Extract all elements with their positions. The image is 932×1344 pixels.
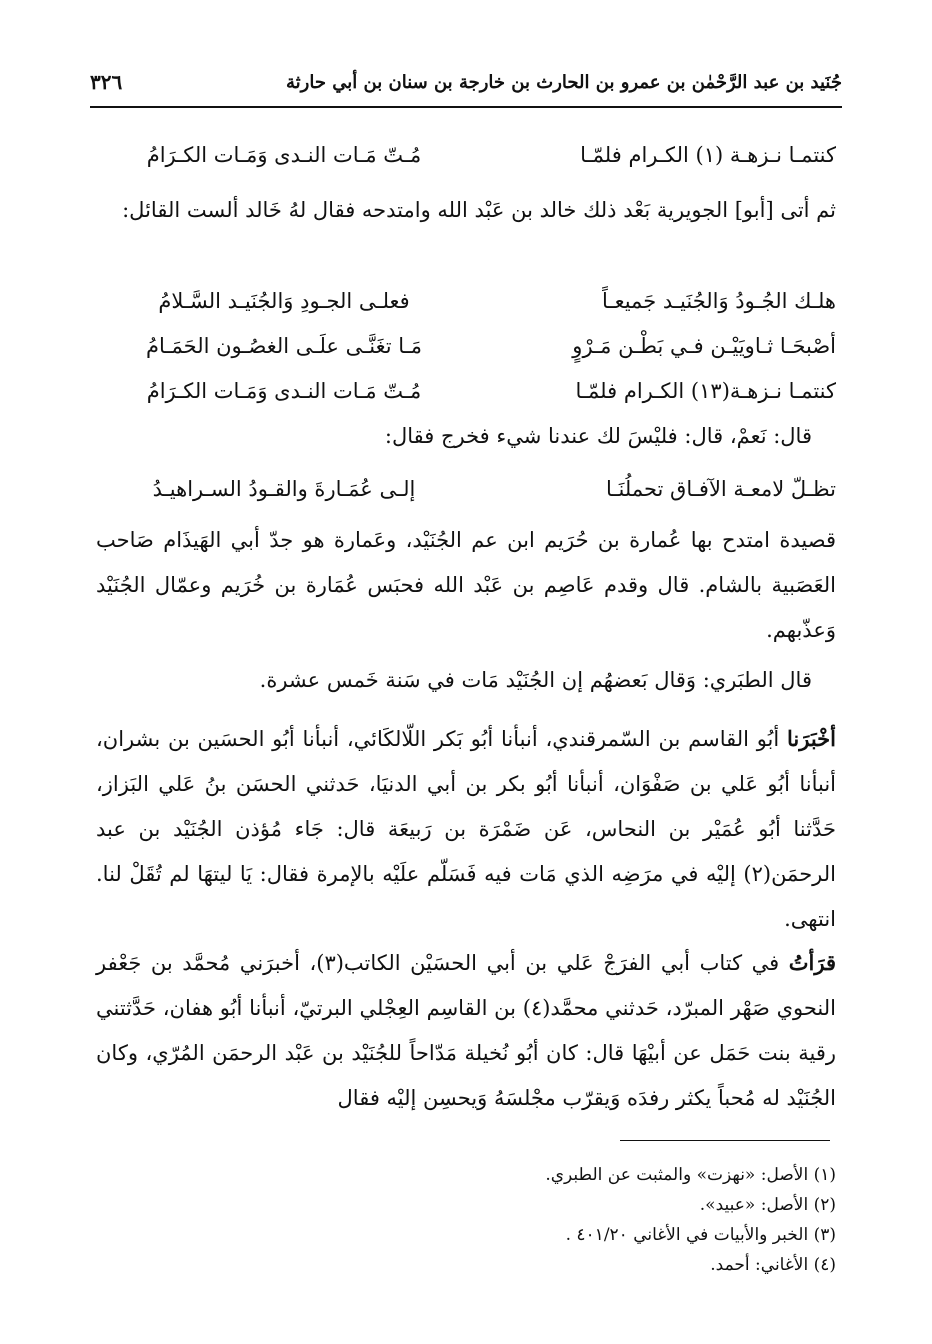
paragraph-3: قصيدة امتدح بها عُمارة بن حُرَيم ابن عم الجُنَيْد، وعَمارة هو جدّ أبي الهَيذَام صَاحب العَصَبية بالشام. قال وقدم عَاصِم بن عَبْد الله فحبَس عُمَارة بن خُرَيم وعمّال الجُنَيْد وَعذّبهم. <box>96 528 836 642</box>
verse-line-3 <box>100 323 836 368</box>
footnotes <box>316 1160 836 1280</box>
verse-line-5 <box>100 466 836 511</box>
verse-second-hemistich: فعلـى الجـودِ وَالجُنَيـد السَّـلامُ <box>158 288 410 313</box>
verse-line-2 <box>100 278 836 323</box>
paragraph-body: أبُو القاسم بن السّمرقندي، أنبأنا أبُو بَكر اللّالكَائي، أنبأنا أبُو الحسَين بن بشران، أنبأنا أبُو عَلي بن صَفْوَان، أنبأنا أبُو بكر بن أبي الدنيَا، حَدثني الحسَن بنُ عَلي البَزاز، حَدَّثنا أبُو عُمَيْر بن النحاس، عَن ضَمْرَة بن رَبيعَة قال: جَاء مُؤذن الجُنَيْد بن عبد الرحمَن(٢) إليْه في مرَضِه الذي مَات فيه فَسَلّم علَيْه بالإمرة فقال: يَا ليتهَا لم تُقَلْ لنا. انتهى. <box>96 727 837 931</box>
footnote-4: (٤) الأغاني: أحمد. <box>710 1255 836 1275</box>
paragraph-4: قال الطبَري: وَقال بَعضهُم إن الجُنَيْد مَات في سَنة خَمس عشرة. <box>259 668 812 692</box>
verse-first-hemistich: كنتمـا نـزهـة(١٣) الكـرام فلمّـا <box>575 378 836 403</box>
verse-second-hemistich: مُـتّ مَـات النـدى وَمَـات الكـرَامُ <box>146 142 422 167</box>
verse-second-hemistich: إلـى عُمَـارةَ والقـودُ السـراهيـدُ <box>152 476 416 501</box>
verse-first-hemistich: هلـك الجُـودُ وَالجُنَيـد جَميعـاً <box>602 288 836 313</box>
page-number: ٣٢٦ <box>90 70 123 94</box>
paragraph-1: ثم أتى [أبو] الجويرية بَعْد ذلك خالد بن عَبْد الله وامتدحه فقال لهُ خَالد ألست القائل: <box>122 198 836 222</box>
running-header <box>90 62 842 102</box>
running-title: جُنَيد بن عبد الرَّحْمٰن بن عمرو بن الحارث بن خارجة بن سنان بن أبي حارثة <box>286 71 842 93</box>
paragraph-2: قال: نَعمْ، قال: فليْسَ لك عندنا شيء فخرج فقال: <box>384 424 812 448</box>
verse-first-hemistich: كنتمـا نـزهـة (١) الكـرام فلمّـا <box>580 142 836 167</box>
footnote-rule <box>620 1140 830 1141</box>
verse-line-1 <box>100 132 836 177</box>
verse-second-hemistich: مُـتّ مَـات النـدى وَمَـات الكـرَامُ <box>146 378 422 403</box>
paragraph-lead-word: أخْبَرَنا <box>787 726 836 751</box>
header-rule <box>90 106 842 108</box>
footnote-2: (٢) الأصل: «عبيد». <box>699 1195 836 1215</box>
paragraph-body: في كتاب أبي الفرَجْ عَلي بن أبي الحسَيْن الكاتب(٣)، أخبرَني مُحمَّد بن جَعْفر النحوي صَهْر المبرّد، حَدثني محمَّد(٤) بن القاسِم العِجْلي البرتيّ، أنبأنا أبُو هفان، حَدَّثتني رقية بنت حَمَل عن أبيْهَا قال: كان أبُو نُخيلة مَدّاحاً للجُنَيْد بن عَبْد الرحمَن المُرّي، وكان الجُنَيْد له مُحباً يكثر رفدَه وَيقرّب مجْلسَهُ وَيحسِن إليْه فقال <box>96 951 836 1110</box>
verse-first-hemistich: تظـلّ لامعـة الآفـاق تحملُنَـا <box>606 476 836 501</box>
verse-first-hemistich: أصْبحَـا ثـاويَيْـن فـي بَطْـن مَـرْوٍ <box>572 333 836 358</box>
footnote-1: (١) الأصل: «نهزت» والمثبت عن الطبري. <box>545 1165 836 1185</box>
footnote-3: (٣) الخبر والأبيات في الأغاني ٤٠١/٢٠ . <box>565 1225 836 1245</box>
verse-line-4 <box>100 368 836 413</box>
paragraph-5 <box>96 716 836 942</box>
verse-second-hemistich: مَـا تغَنَّـى علَـى الغصُـون الحَمَـامُ <box>145 333 423 358</box>
paragraph-lead-word: قرَأتُ <box>788 950 836 975</box>
paragraph-6 <box>96 940 836 1121</box>
